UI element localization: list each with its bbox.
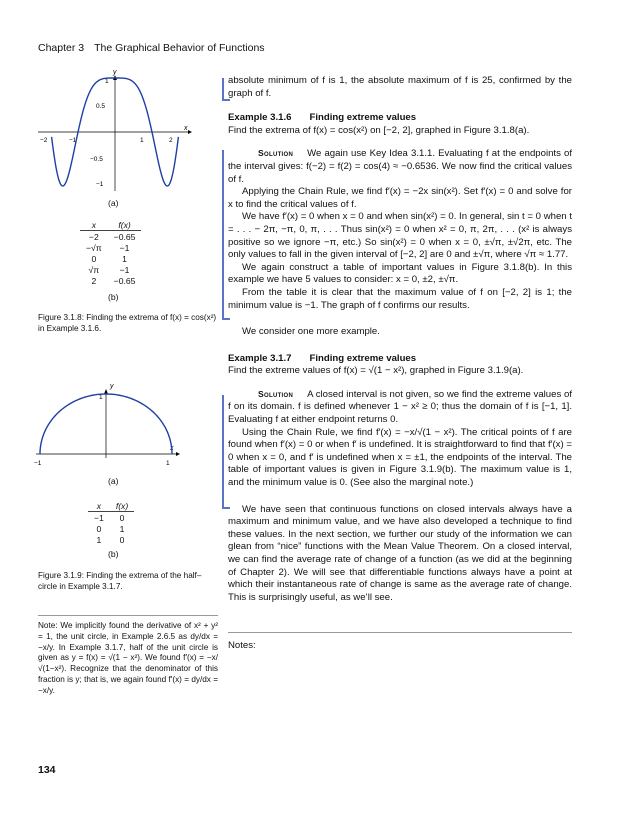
x-axis-arrow: [176, 452, 180, 456]
figure-3-1-8-label-a: (a): [108, 198, 119, 208]
main-column: [228, 75, 572, 604]
table-row: 1 0: [96, 534, 125, 545]
notes-label: Notes:: [228, 640, 256, 651]
ex2-paragraph-2: Using the Chain Rule, we find f′(x) = −x/√(1 − x²). The critical points of f are found when f′(x) = 0 or when f′ is undefined. It is straightforward to find that f′(x) = 0 when x = 0, and f′ is undefined when x = ±1, the endpoints of the interval. The table of important values is given in Figure 3.1.9(b). The maximum value is 1, and the minimum value is 0. (See also the marginal note.): [228, 426, 572, 489]
ex1-paragraph-2: Applying the Chain Rule, we find f′(x) = −2x sin(x²). Set f′(x) = 0 and solve for x to find the critical values of f.: [228, 186, 572, 210]
figure-3-1-9-table: [88, 500, 134, 545]
y-axis-arrow: [104, 389, 108, 394]
figure-3-1-8-table: [80, 219, 141, 286]
chapter-title: The Graphical Behavior of Functions: [94, 42, 265, 54]
figure-3-1-9-graph: [30, 378, 200, 468]
tick-label-x-2: 2: [169, 137, 173, 144]
table-row: 0 1: [96, 523, 125, 534]
table-row: −2 −0.65: [88, 231, 136, 242]
x-axis-label: x: [184, 125, 188, 132]
table-row: 2 −0.65: [91, 275, 136, 286]
col-header-x: x: [80, 219, 108, 231]
figure-3-1-8-graph: [30, 66, 200, 196]
example-3-1-7-prompt: Find the extreme values of f(x) = √(1 − x²), graphed in Figure 3.1.9(a).: [228, 365, 524, 377]
solution-label: Solution: [258, 388, 294, 399]
running-header: [38, 42, 265, 54]
figure-3-1-9-label-a: (a): [108, 476, 119, 486]
figure-3-1-8-caption: Figure 3.1.8: Finding the extrema of f(x) = cos(x²) in Example 3.1.6.: [38, 313, 217, 333]
note-divider: [38, 615, 218, 616]
example-3-1-6-heading: [228, 112, 572, 125]
table-row: −√π −1: [86, 242, 130, 253]
y-axis-label: y: [113, 69, 117, 76]
tick-label-x-neg2: −2: [40, 137, 48, 144]
table-row: 0 1: [91, 253, 127, 264]
notes-divider: [228, 632, 572, 633]
y-axis-label: y: [110, 383, 114, 390]
example-3-1-6-prompt: Find the extrema of f(x) = cos(x²) on [−2, 2], graphed in Figure 3.1.8(a).: [228, 124, 530, 136]
example-3-1-7-heading: [228, 353, 572, 366]
example-title: Finding extreme values: [309, 352, 417, 364]
tick-label-y-neg0.5: −0.5: [90, 156, 103, 163]
ex1-paragraph-5: From the table it is clear that the maximum value of f on [−2, 2] is 1; the minimum value is −1. The graph of f confirms our results.: [228, 286, 572, 311]
example-number: Example 3.1.7: [228, 352, 292, 364]
tick-label-x-neg1: −1: [69, 137, 77, 144]
ex1-paragraph-4: We again construct a table of important values in Figure 3.1.8(b). In this example we have 5 values to consider: x = 0, ±2, ±√π.: [228, 261, 572, 286]
tick-label-x-1: 1: [166, 460, 170, 467]
example-title: Finding extreme values: [309, 112, 417, 124]
ex1-paragraph-1: We again use Key Idea 3.1.1. Evaluating f at the endpoints of the interval gives: f(−2) = f(2) = cos(4) ≈ −0.6536. We now find the critical values of f.: [228, 148, 572, 185]
tick-label-x-1: 1: [140, 137, 144, 144]
tick-label-y-1: 1: [105, 78, 109, 85]
intro-paragraph: absolute minimum of f is 1, the absolute maximum of f is 25, confirmed by the graph of f.: [228, 75, 572, 99]
ex1-paragraph-3: We have f′(x) = 0 when x = 0 and when sin(x²) = 0. In general, sin t = 0 when t = . . . − 2π, −π, 0, π, . . . Thus sin(x²) = 0 when x² = 0, π, 2π, . . . (x² is always positive so we ignore −π, etc.) So sin(x²) = 0 when x = 0, ±√π, ±√2π, etc. The only values to fall in the given interval of [−2, 2] are 0 and ±√π, where √π ≈ 1.77.: [228, 211, 572, 261]
margin-marker: [222, 395, 224, 507]
chapter-label: Chapter 3: [38, 42, 85, 54]
col-header-x: x: [88, 500, 110, 512]
figure-3-1-9-caption: Figure 3.1.9: Finding the extrema of the half–circle in Example 3.1.7.: [38, 571, 202, 591]
table-row: √π −1: [88, 264, 130, 275]
tick-label-y-neg1: −1: [96, 181, 104, 188]
tick-label-x-neg1: −1: [34, 460, 42, 467]
margin-marker: [222, 78, 224, 100]
ex2-paragraph-1: A closed interval is not given, so we find the extreme values of f on its domain. f is defined whenever 1 − x² ≥ 0; thus the domain of f is [−1, 1]. Evaluating f at either endpoint returns 0.: [228, 388, 572, 426]
tick-label-y-0.5: 0.5: [96, 103, 106, 110]
closing-paragraph: We have seen that continuous functions on closed intervals always have a maximum and minimum value, and we have also developed a technique to find these values. In the next section, we further our study of the information we can glean from “nice” functions with the Mean Value Theorem. On a closed interval, we can find the average rate of change of a function (as we did at the beginning of Chapter 2). We will see that differentiable functions always have a point at which their instantaneous rate of change is same as the average rate of change. This is surprisingly useful, as we’ll see.: [228, 503, 572, 603]
x-axis-label: x: [170, 445, 174, 452]
col-header-fx: f(x): [110, 500, 134, 512]
solution-label: Solution: [258, 148, 294, 159]
figure-3-1-9-label-b: (b): [108, 549, 119, 559]
example-number: Example 3.1.6: [228, 112, 292, 124]
col-header-fx: f(x): [108, 219, 142, 231]
margin-marker: [222, 150, 224, 318]
x-axis-arrow: [188, 130, 192, 134]
bridge-paragraph: We consider one more example.: [242, 326, 380, 338]
marginal-note: Note: We implicitly found the derivative of x² + y² = 1, the unit circle, in Example 2.6.5 as dy/dx = −x/y. In Example 3.1.7, half of the unit circle is given as y = f(x) = √(1 − x²). We found f′(x) = −x/√(1−x²). Recognize that the denominator of this fraction is y; that is, we again found f′(x) = dy/dx = −x/y.: [38, 621, 218, 695]
figure-3-1-8-label-b: (b): [108, 292, 119, 302]
table-row: −1 0: [94, 512, 125, 523]
tick-label-y-1: 1: [99, 394, 103, 401]
page-number: 134: [38, 764, 56, 776]
